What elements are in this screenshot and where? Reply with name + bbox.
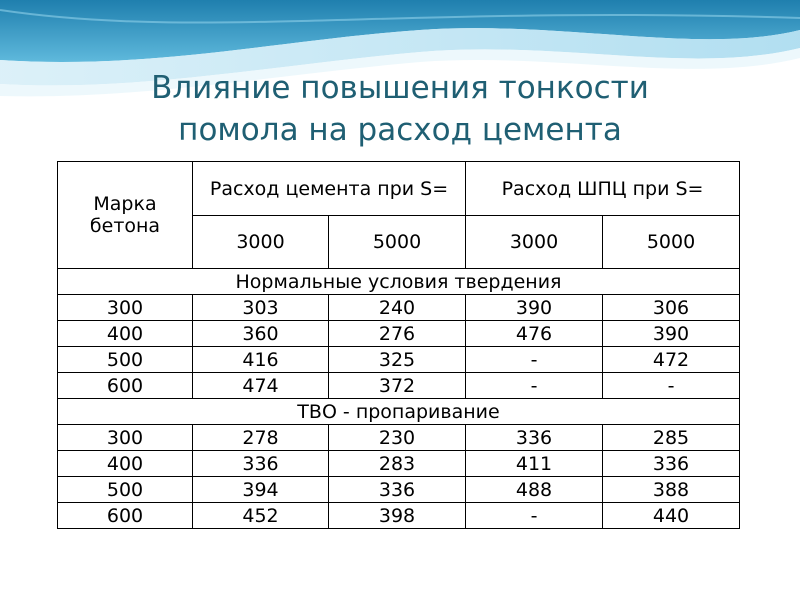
table-cell: 300	[58, 425, 193, 451]
table-cell: 488	[466, 477, 603, 503]
table-cell: 400	[58, 321, 193, 347]
header-cement-group-cell: Расход цемента при S=	[193, 162, 466, 216]
section-row-steaming	[58, 399, 740, 425]
table-row	[58, 321, 740, 347]
table-cell: 336	[193, 451, 329, 477]
table-cell: 390	[466, 295, 603, 321]
table-cell: 278	[193, 425, 329, 451]
subheader-cell: 5000	[329, 216, 466, 269]
table-row	[58, 295, 740, 321]
table-cell: 388	[603, 477, 740, 503]
header-grade-cell: Марка бетона	[58, 162, 193, 269]
table-cell: 336	[603, 451, 740, 477]
table-cell: 398	[329, 503, 466, 529]
table-cell: 500	[58, 347, 193, 373]
table-cell: 230	[329, 425, 466, 451]
table-cell: -	[466, 503, 603, 529]
table-header-row	[58, 162, 740, 216]
table-cell: 500	[58, 477, 193, 503]
table-cell: 276	[329, 321, 466, 347]
table-row	[58, 373, 740, 399]
table-cell: 325	[329, 347, 466, 373]
table-cell: 283	[329, 451, 466, 477]
table-row	[58, 425, 740, 451]
table-cell: 360	[193, 321, 329, 347]
table-cell: 416	[193, 347, 329, 373]
table-cell: 336	[466, 425, 603, 451]
table-cell: -	[603, 373, 740, 399]
table-row	[58, 503, 740, 529]
table-row	[58, 477, 740, 503]
table-cell: 240	[329, 295, 466, 321]
section-row-normal	[58, 269, 740, 295]
section-title-cell: Нормальные условия твердения	[58, 269, 740, 295]
table-row	[58, 347, 740, 373]
cement-consumption-table	[57, 161, 740, 529]
table-cell: 285	[603, 425, 740, 451]
table-cell: 411	[466, 451, 603, 477]
table-cell: -	[466, 373, 603, 399]
table-cell: 474	[193, 373, 329, 399]
table-cell: 372	[329, 373, 466, 399]
table-cell: 394	[193, 477, 329, 503]
table-cell: 390	[603, 321, 740, 347]
slide-title-line-2: помола на расход цемента	[178, 112, 622, 148]
table-cell: 452	[193, 503, 329, 529]
table-cell: 600	[58, 503, 193, 529]
table-row	[58, 451, 740, 477]
table-cell: 472	[603, 347, 740, 373]
table-cell: 300	[58, 295, 193, 321]
subheader-cell: 3000	[466, 216, 603, 269]
table-cell: 336	[329, 477, 466, 503]
subheader-cell: 5000	[603, 216, 740, 269]
table-cell: 476	[466, 321, 603, 347]
table-cell: 400	[58, 451, 193, 477]
slide-title	[0, 67, 800, 151]
header-shpc-group-cell: Расход ШПЦ при S=	[466, 162, 740, 216]
section-title-cell: ТВО - пропаривание	[58, 399, 740, 425]
slide-title-line-1: Влияние повышения тонкости	[151, 70, 649, 106]
table-cell: 440	[603, 503, 740, 529]
table-cell: 306	[603, 295, 740, 321]
subheader-cell: 3000	[193, 216, 329, 269]
table-cell: 600	[58, 373, 193, 399]
table-cell: 303	[193, 295, 329, 321]
table-cell: -	[466, 347, 603, 373]
